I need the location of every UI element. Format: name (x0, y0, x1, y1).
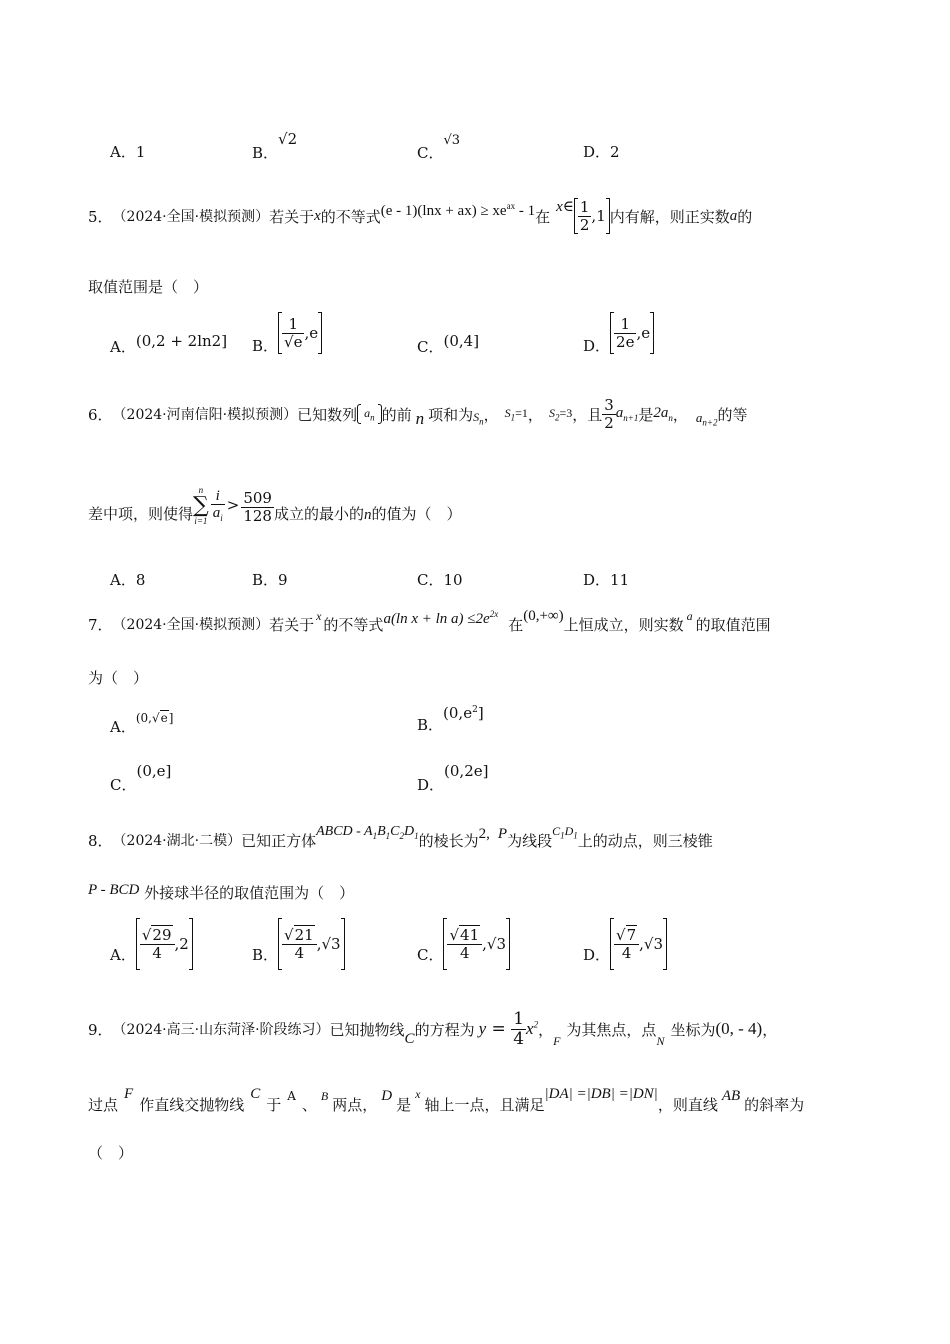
math-var: a (686, 608, 693, 623)
q5-option-c (417, 330, 480, 356)
question-source: （2024·全国·模拟预测） (112, 617, 270, 633)
stem-text: 上恒成立，则实数 (563, 615, 684, 634)
subscript: n (370, 412, 375, 423)
numerator: i (211, 488, 225, 506)
numerator: √7 (614, 927, 639, 945)
q5-stem-line1 (88, 196, 752, 236)
q8-option-b (252, 918, 345, 970)
q8-option-a (110, 918, 193, 970)
option-label: B． (252, 571, 279, 589)
q5-option-a (110, 330, 228, 356)
q5-stem-line2: 取值范围是（ ） (88, 278, 209, 296)
option-value: 2 (610, 143, 620, 161)
cube-part: C (390, 823, 400, 839)
math-var: x∈ (556, 198, 574, 215)
denominator: 2 (604, 413, 614, 432)
option-label: D． (583, 143, 611, 161)
q4-option-c (417, 128, 461, 162)
stem-text: 的不等式 (323, 615, 384, 634)
s2-eq (549, 406, 572, 422)
value-part: ] (477, 704, 484, 722)
option-label: D． (583, 945, 611, 964)
question-source: （2024·全国·模拟预测） (112, 209, 270, 225)
fraction (140, 927, 175, 961)
stem-text: 为线段 (507, 831, 553, 850)
numerator: 3 (604, 396, 614, 414)
stem-text: 在 (508, 615, 524, 634)
value: =3 (559, 405, 573, 420)
question-source: （2024·河南信阳·模拟预测） (112, 407, 298, 423)
q7-option-d (417, 760, 489, 794)
option-label: D． (417, 776, 445, 794)
term-base: a (212, 505, 221, 522)
value-part: ] (168, 711, 174, 725)
stem-text: 项和为 (428, 405, 474, 424)
stem-text: 于 (266, 1095, 282, 1114)
stem-text: 是 (396, 1095, 412, 1114)
option-value: (0,4] (443, 331, 480, 350)
option-label: A． (110, 143, 136, 161)
math-var: A (287, 1089, 296, 1103)
option-label: C． (417, 338, 444, 356)
inequality-text: a(ln x + ln a) ≤2e (383, 610, 490, 627)
math-var: P (497, 825, 508, 842)
segment-part: D (564, 823, 574, 838)
q8-stem-line2 (88, 882, 354, 903)
subscript: 2 (554, 412, 560, 423)
q8-stem-line1 (88, 820, 713, 860)
subscript: n+2 (702, 417, 718, 428)
stem-text: 内有解，则正实数 (609, 207, 730, 226)
fraction (282, 927, 317, 961)
cube-part: D (404, 823, 415, 839)
term-base: a (364, 405, 371, 420)
numerator: 1 (513, 1008, 525, 1029)
exponent: 2 (533, 1019, 539, 1030)
fraction (511, 1010, 526, 1048)
subscript: i (220, 513, 223, 524)
question-number: 7． (88, 615, 113, 634)
stem-text: 的取值范围 (695, 615, 771, 634)
stem-text: 在 (535, 207, 551, 226)
stem-text: ，则直线 (657, 1095, 718, 1114)
coordinate: (0, - 4) (715, 1019, 763, 1038)
q7-option-b (417, 702, 484, 734)
math-var: C (250, 1085, 261, 1102)
stem-text: 外接球半径的取值范围为（ ） (144, 884, 355, 902)
inequality-text: (e - 1)(lnx + ax) ≥ xe (380, 202, 507, 219)
numerator: √21 (282, 927, 317, 945)
q7-stem-line1 (88, 604, 771, 644)
q4-option-d (583, 141, 620, 162)
term-base: a (615, 405, 624, 421)
question-number: 9． (88, 1020, 113, 1039)
numerator: √41 (447, 927, 482, 945)
math-var: N (656, 1033, 665, 1048)
value-part: (0,e (443, 704, 473, 722)
stem-text: 的值为（ ） (371, 505, 462, 523)
stem-text: 成立的最小的 (273, 505, 364, 523)
term-base: x (526, 1019, 534, 1038)
option-tail: ,√3 (482, 935, 507, 953)
option-label: A． (110, 945, 136, 964)
option-label: D． (583, 336, 611, 355)
option-value: 1 (135, 143, 146, 161)
term-base: a (695, 410, 703, 426)
math-var: C (404, 1030, 415, 1047)
denominator: √e (284, 332, 303, 351)
math-var: a (729, 207, 738, 224)
math-sum (473, 410, 484, 426)
stem-text: ，且 (572, 405, 603, 424)
sqrt-radicand: 41 (460, 926, 480, 944)
math-var: y (478, 1019, 487, 1038)
option-value: (0,2 + 2ln2] (135, 331, 228, 350)
question-number: 8． (88, 831, 113, 850)
stem-text: 的前 (381, 405, 412, 424)
math-term (653, 405, 673, 423)
math-var: n (415, 409, 425, 428)
q6-option-d (583, 569, 629, 590)
math-var: D (381, 1087, 393, 1104)
stem-text: 的方程为 (414, 1020, 475, 1039)
option-value: (0,2e] (444, 762, 489, 780)
option-value: √2 (278, 130, 298, 148)
math-term (616, 405, 639, 423)
term-base: S (504, 405, 511, 420)
stem-text: 上的动点，则三棱锥 (577, 831, 713, 850)
option-value: (0,√e] (135, 711, 174, 725)
stem-text: 若关于 (269, 615, 315, 634)
stem-text: 已知正方体 (241, 831, 317, 850)
q9-stem-line1 (88, 1006, 777, 1052)
option-label: D． (583, 571, 611, 589)
option-value: (0,e] (136, 762, 172, 780)
term-base: S (548, 405, 555, 420)
interval: (0,+∞) (523, 607, 564, 624)
q4-option-b (252, 128, 298, 162)
option-tail: ,e (304, 324, 319, 342)
option-label: C． (417, 571, 444, 589)
subscript: 1 (414, 830, 419, 841)
option-value: 10 (443, 571, 463, 589)
stem-text: 的斜率为 (744, 1095, 805, 1114)
denominator: 4 (294, 943, 305, 962)
option-tail: ,e (636, 324, 651, 342)
exponent: 2 (472, 705, 478, 715)
cube-part: B (377, 823, 386, 839)
term-base: 2a (653, 405, 669, 421)
term-base: S (473, 409, 480, 424)
subscript: 1 (372, 830, 378, 841)
exponent: 2x (489, 608, 499, 619)
bracket-right (318, 312, 322, 354)
exponent: ax (506, 200, 516, 211)
fraction (578, 199, 592, 233)
option-value: 8 (135, 571, 146, 589)
option-value: 9 (278, 571, 288, 589)
denominator (211, 505, 225, 524)
q5-option-b (252, 312, 322, 354)
subscript: 1 (510, 412, 516, 423)
q5-option-d (583, 312, 654, 354)
option-value (443, 704, 484, 722)
segment-name (552, 824, 578, 840)
math-var: n (363, 507, 372, 523)
math-var: F (553, 1033, 561, 1048)
q4-option-a (110, 141, 145, 162)
q6-option-b (252, 569, 288, 590)
q9-stem-line2 (88, 1078, 804, 1118)
denominator: 128 (243, 506, 272, 525)
value: =1 (515, 405, 528, 420)
numerator: 509 (243, 489, 272, 507)
math-var: x (314, 207, 321, 224)
sqrt-radicand: 7 (626, 926, 637, 944)
subscript: 1 (573, 830, 578, 841)
q9-stem-line3: （ ） (88, 1144, 134, 1162)
option-value: 11 (610, 571, 630, 589)
option-tail: ,√3 (639, 935, 664, 953)
numerator: 1 (614, 316, 636, 334)
question-number: 5． (88, 207, 113, 226)
denominator: 4 (460, 943, 470, 962)
option-value: √3 (443, 133, 461, 148)
summation (193, 486, 209, 526)
bracket-right (663, 918, 667, 970)
denominator: 4 (513, 1028, 525, 1049)
fraction (211, 488, 225, 524)
option-label: C． (417, 144, 444, 162)
math-term (696, 410, 718, 428)
sqrt-radicand: 21 (294, 926, 314, 944)
stem-text: 已知数列 (297, 405, 358, 424)
separator: ， (538, 1020, 554, 1039)
sequence-term (361, 406, 378, 422)
q7-option-c (110, 760, 172, 794)
sum-lower: i=1 (194, 516, 208, 526)
math-var: AB (721, 1087, 741, 1104)
cube-part: ABCD - A (316, 823, 373, 839)
option-label: B． (252, 945, 279, 964)
numerator: √29 (140, 927, 175, 945)
fraction (282, 316, 304, 350)
numerator: 1 (579, 198, 590, 216)
edge-length: 2, (478, 825, 490, 842)
separator: ， (527, 405, 543, 424)
sum-upper: n (198, 485, 204, 495)
inequality (381, 201, 535, 220)
option-label: B． (417, 716, 444, 734)
stem-text: 是 (638, 405, 654, 424)
subscript: 1 (560, 830, 565, 841)
fraction (602, 397, 616, 431)
s1-eq (505, 406, 528, 422)
fraction (447, 927, 482, 961)
inequality (383, 609, 498, 628)
stem-text: 轴上一点，且满足 (424, 1095, 545, 1114)
subscript: n (668, 413, 673, 423)
separator: ， (483, 405, 499, 424)
q6-option-c (417, 569, 463, 590)
q6-stem-line1 (88, 392, 747, 436)
question-source: （2024·湖北·二模） (112, 833, 242, 849)
equals: = (486, 1019, 512, 1039)
inequality-tail: - 1 (515, 202, 536, 219)
option-label: B． (252, 336, 279, 355)
sum-symbol: ∑ (193, 493, 209, 518)
subscript: 1 (385, 830, 391, 841)
option-label: C． (417, 945, 444, 964)
stem-text: 差中项，则使得 (88, 505, 194, 523)
math-var: B (320, 1088, 329, 1103)
subscript: n+1 (623, 413, 639, 423)
stem-text: 的等 (717, 405, 748, 424)
denominator: 4 (152, 943, 162, 962)
q7-stem-line2: 为（ ） (88, 669, 149, 687)
stem-text: 为其焦点，点 (566, 1020, 657, 1039)
separator: ， (762, 1020, 778, 1039)
stem-text: 的不等式 (320, 207, 381, 226)
sqrt-radicand: e (160, 711, 168, 725)
stem-text: 坐标为 (670, 1020, 716, 1039)
math-text: ,1 (591, 207, 606, 225)
bracket-right (506, 918, 510, 970)
q7-option-a (110, 706, 174, 736)
math-var: F (124, 1085, 134, 1102)
equation: |DA| =|DB| =|DN| (544, 1085, 658, 1102)
question-source: （2024·高三·山东菏泽·阶段练习） (112, 1022, 330, 1038)
stem-text: 过点 (88, 1095, 119, 1114)
denominator: 2e (616, 332, 635, 351)
stem-text: 已知抛物线 (329, 1020, 405, 1039)
cube-name (316, 824, 419, 841)
math-term (526, 1019, 538, 1039)
fraction (614, 316, 636, 350)
q8-option-d (583, 918, 667, 970)
q8-option-c (417, 918, 510, 970)
subscript: 2 (399, 830, 405, 841)
option-tail: ,2 (174, 935, 189, 953)
stem-text: 作直线交抛物线 (139, 1095, 245, 1114)
stem-text: 、 (301, 1095, 317, 1114)
stem-text: 的 (737, 207, 753, 226)
math-var: x (316, 608, 322, 623)
numerator: 1 (282, 316, 304, 334)
option-label: A． (110, 718, 136, 736)
fraction (241, 490, 274, 524)
stem-text: 若关于 (269, 207, 315, 226)
option-label: C． (110, 776, 137, 794)
fraction (614, 927, 639, 961)
option-tail: ,√3 (316, 935, 341, 953)
question-number: 6． (88, 405, 113, 424)
bracket-right (341, 918, 345, 970)
option-label: A． (110, 571, 136, 589)
bracket-right (650, 312, 654, 354)
denominator: 4 (621, 943, 632, 962)
segment-part: C (552, 823, 561, 838)
separator: ， (672, 405, 688, 424)
greater-than: > (226, 496, 240, 514)
value-part: (0, (135, 711, 152, 725)
math-var: x (415, 1086, 421, 1101)
denominator: 2 (579, 215, 590, 234)
subscript: n (479, 416, 484, 427)
stem-text: 两点， (332, 1095, 378, 1114)
q6-stem-line2 (88, 480, 462, 526)
stem-text: 的棱长为 (418, 831, 479, 850)
sqrt-radicand: 29 (152, 926, 172, 944)
option-label: B． (252, 144, 279, 162)
bracket-right (189, 918, 193, 970)
option-label: A． (110, 338, 136, 356)
q6-option-a (110, 569, 145, 590)
pyramid-name: P - BCD (88, 882, 140, 898)
